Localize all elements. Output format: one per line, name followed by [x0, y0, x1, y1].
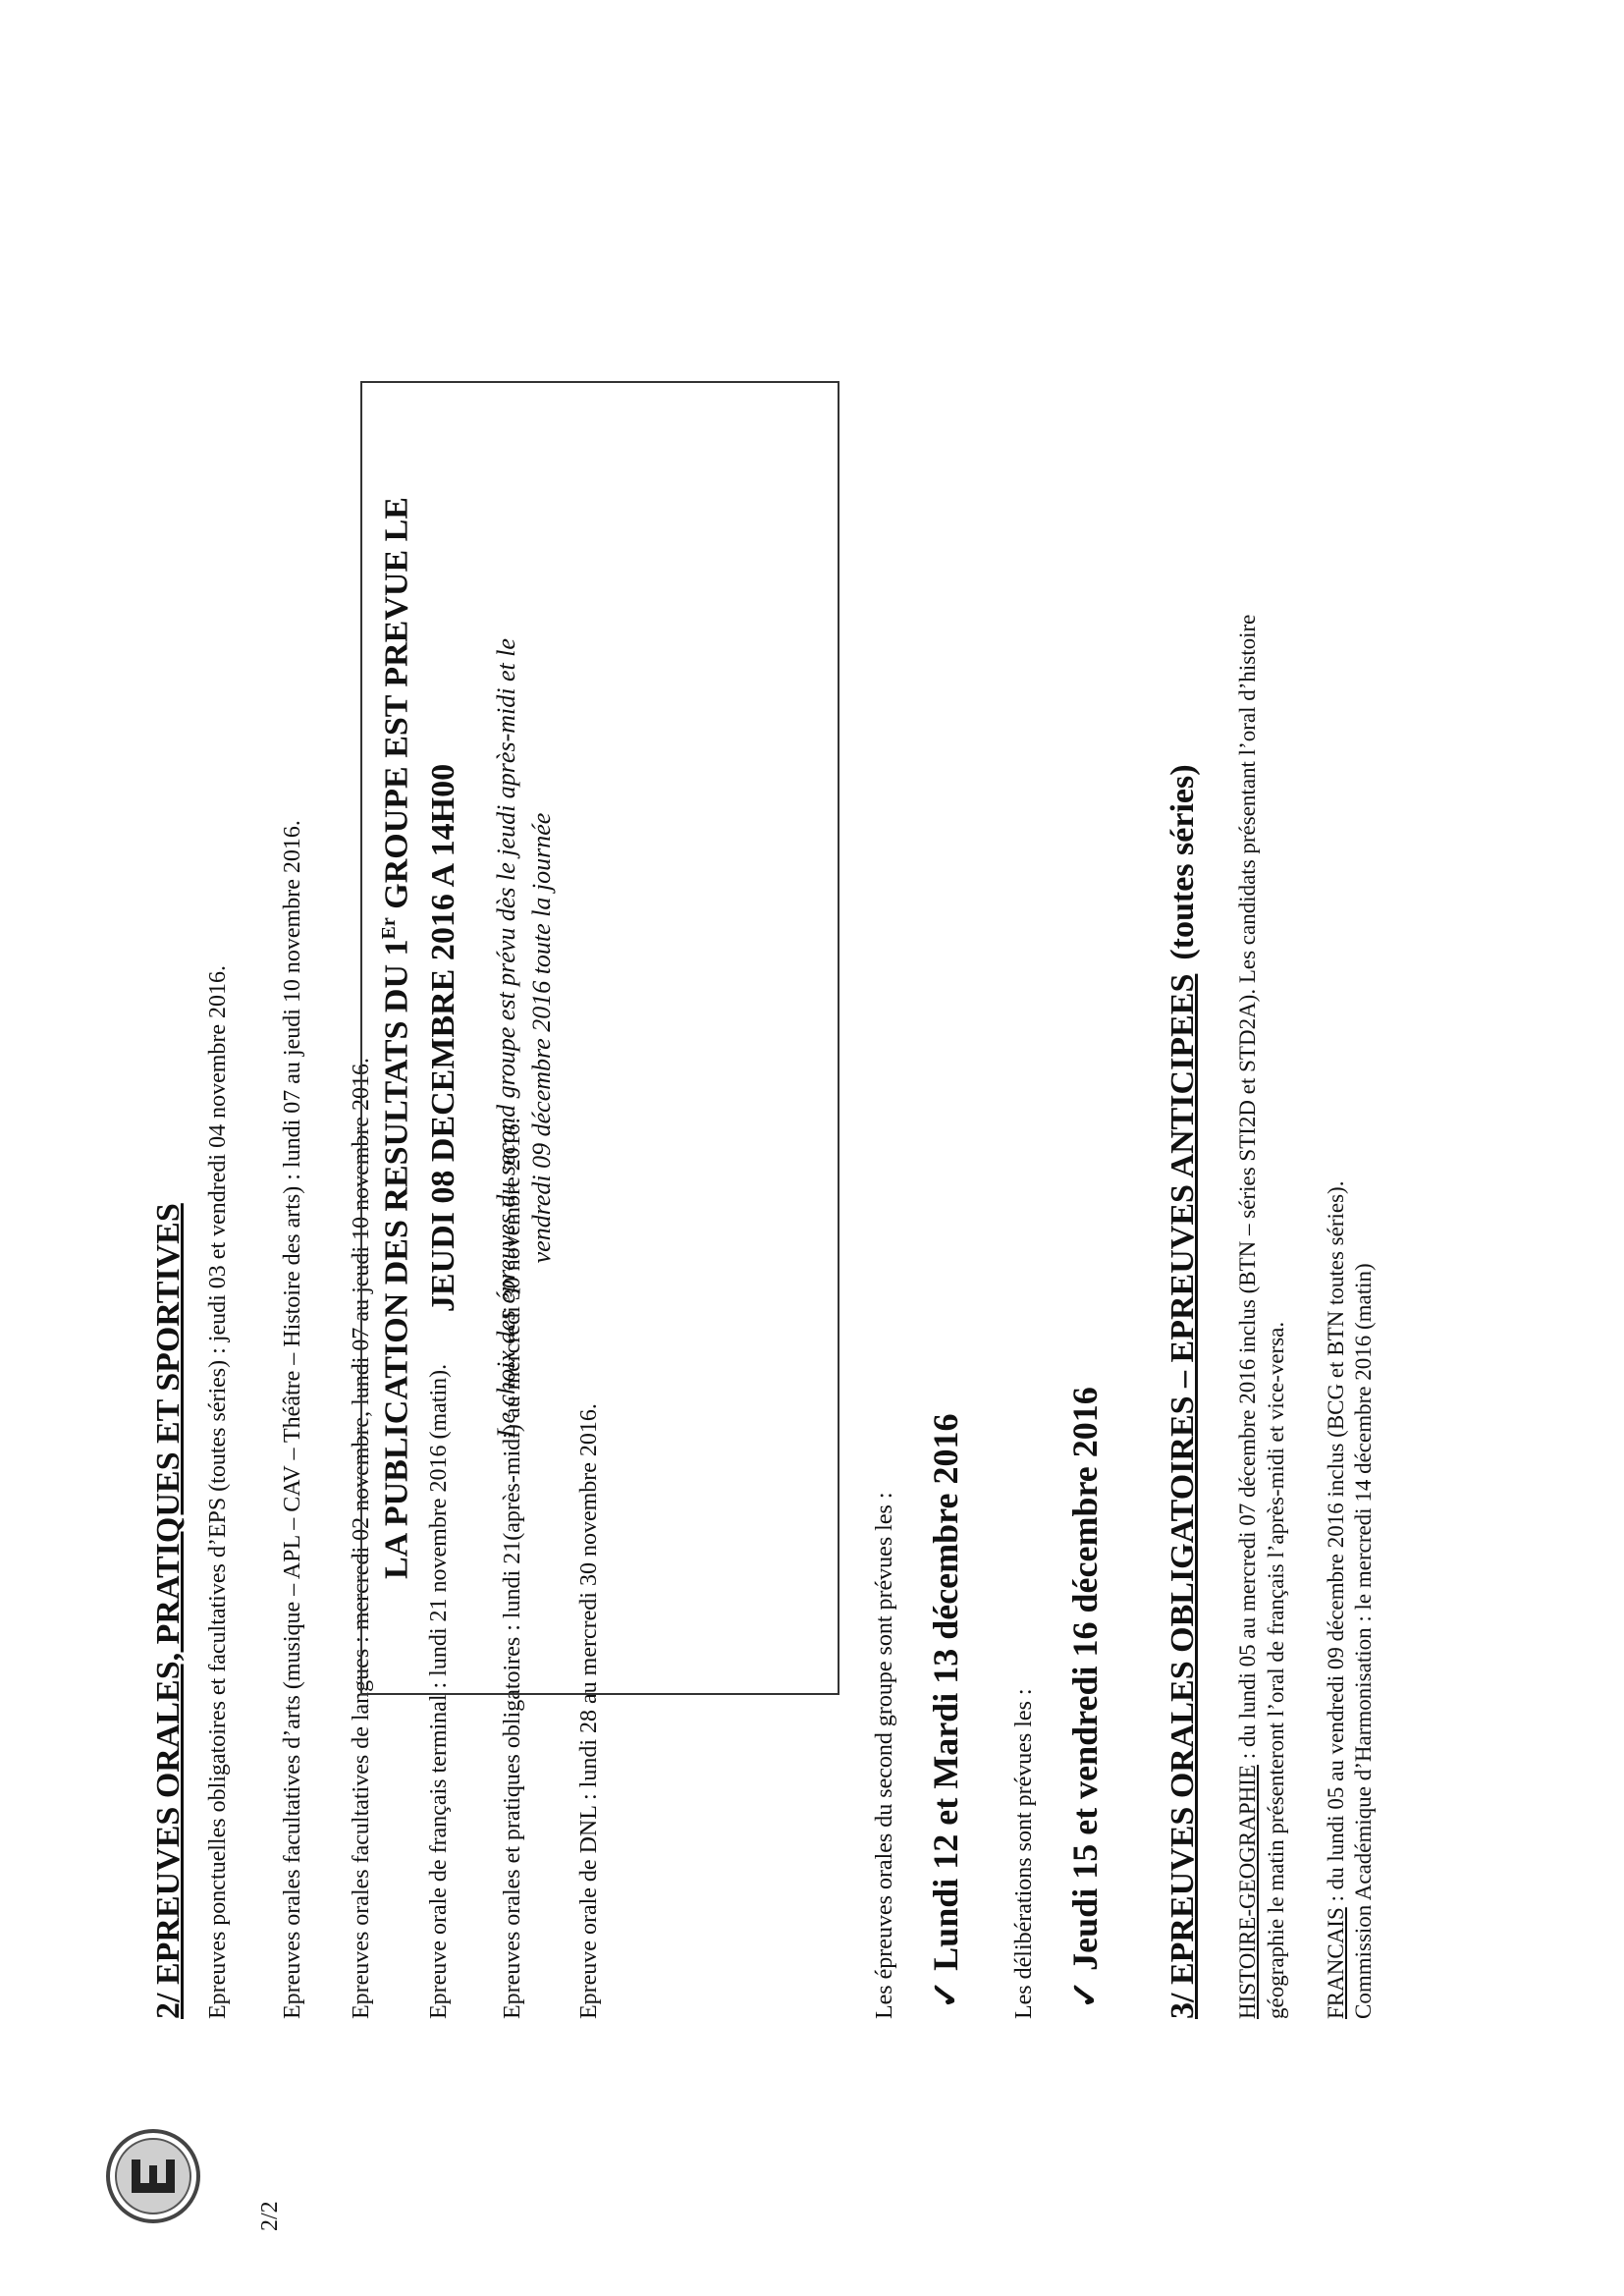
second-group-dates: ✓ Lundi 12 et Mardi 13 décembre 2016	[926, 1413, 965, 2009]
section2-line-dnl: Epreuve orale de DNL : lundi 28 au mercredi 30 novembre 2016.	[576, 1403, 602, 2019]
section2-line-arts: Epreuves orales facultatives d’arts (musique – APL – CAV – Théâtre – Histoire des arts) : lundi 07 au jeudi 10 novembre 2016.	[280, 820, 305, 2019]
publication-title-line2: JEUDI 08 DECEMBRE 2016 A 14H00	[425, 763, 461, 1313]
fr-label: FRANCAIS	[1324, 1907, 1348, 2019]
section2-line-pratiques: Epreuves orales et pratiques obligatoires : lundi 21(après-midi) au mercredi 30 novembre 2016.	[500, 1118, 525, 2019]
publication-note-line1: Le choix des épreuves du second groupe est prévu dès le jeudi après-midi et le	[492, 638, 520, 1438]
publication-title-line1: LA PUBLICATION DES RESULTATS DU 1Er GROUPE EST PREVUE LE	[378, 497, 415, 1579]
section3-hg-line1: HISTOIRE-GEOGRAPHIE : du lundi 05 au mercredi 07 décembre 2016 inclus (BTN – séries STI2D et STD2A). Les candidats présentant l’oral d’histoire	[1235, 614, 1260, 2019]
second-group-intro: Les épreuves orales du second groupe sont prévues les :	[872, 1492, 897, 2019]
section2-line-eps: Epreuves ponctuelles obligatoires et facultatives d’EPS (toutes séries) : jeudi 03 et vendredi 04 novembre 2016.	[205, 964, 231, 2019]
deliberations-intro: Les délibérations sont prévues les :	[1011, 1688, 1037, 2019]
section2-line-langues: Epreuves orales facultatives de langues : mercredi 02 novembre, lundi 07 au jeudi 10 novembre 2016.	[349, 1057, 374, 2019]
page-number: 2/2	[257, 2201, 283, 2231]
section2-title: 2/ EPREUVES ORALES, PRATIQUES ET SPORTIVES	[150, 1203, 187, 2019]
section2-line-francais: Epreuve orale de français terminal : lundi 21 novembre 2016 (matin).	[426, 1363, 452, 2019]
deliberations-dates: ✓ Jeudi 15 et vendredi 16 décembre 2016	[1065, 1387, 1105, 2009]
section3-hg-line2: géographie le matin présenteront l’oral de français l’après-midi et vice-versa.	[1264, 1321, 1288, 2019]
checkmark-icon: ✓	[1065, 1979, 1105, 2009]
education-nationale-logo-icon	[104, 2127, 202, 2225]
hg-label: HISTOIRE-GEOGRAPHIE	[1235, 1765, 1260, 2019]
checkmark-icon: ✓	[926, 1979, 965, 2009]
section3-title: 3/ EPREUVES ORALES OBLIGATOIRES – EPREUVES ANTICIPEES(toutes séries)	[1164, 764, 1201, 2019]
publication-note-line2: vendredi 09 décembre 2016 toute la journée	[527, 812, 556, 1264]
section3-fr-line2: Commission Académique d’Harmonisation : le mercredi 14 décembre 2016 (matin)	[1351, 1263, 1376, 2019]
publication-box	[360, 381, 839, 1695]
section3-fr-line1: FRANCAIS : du lundi 05 au vendredi 09 décembre 2016 inclus (BCG et BTN toutes séries).	[1324, 1180, 1348, 2019]
